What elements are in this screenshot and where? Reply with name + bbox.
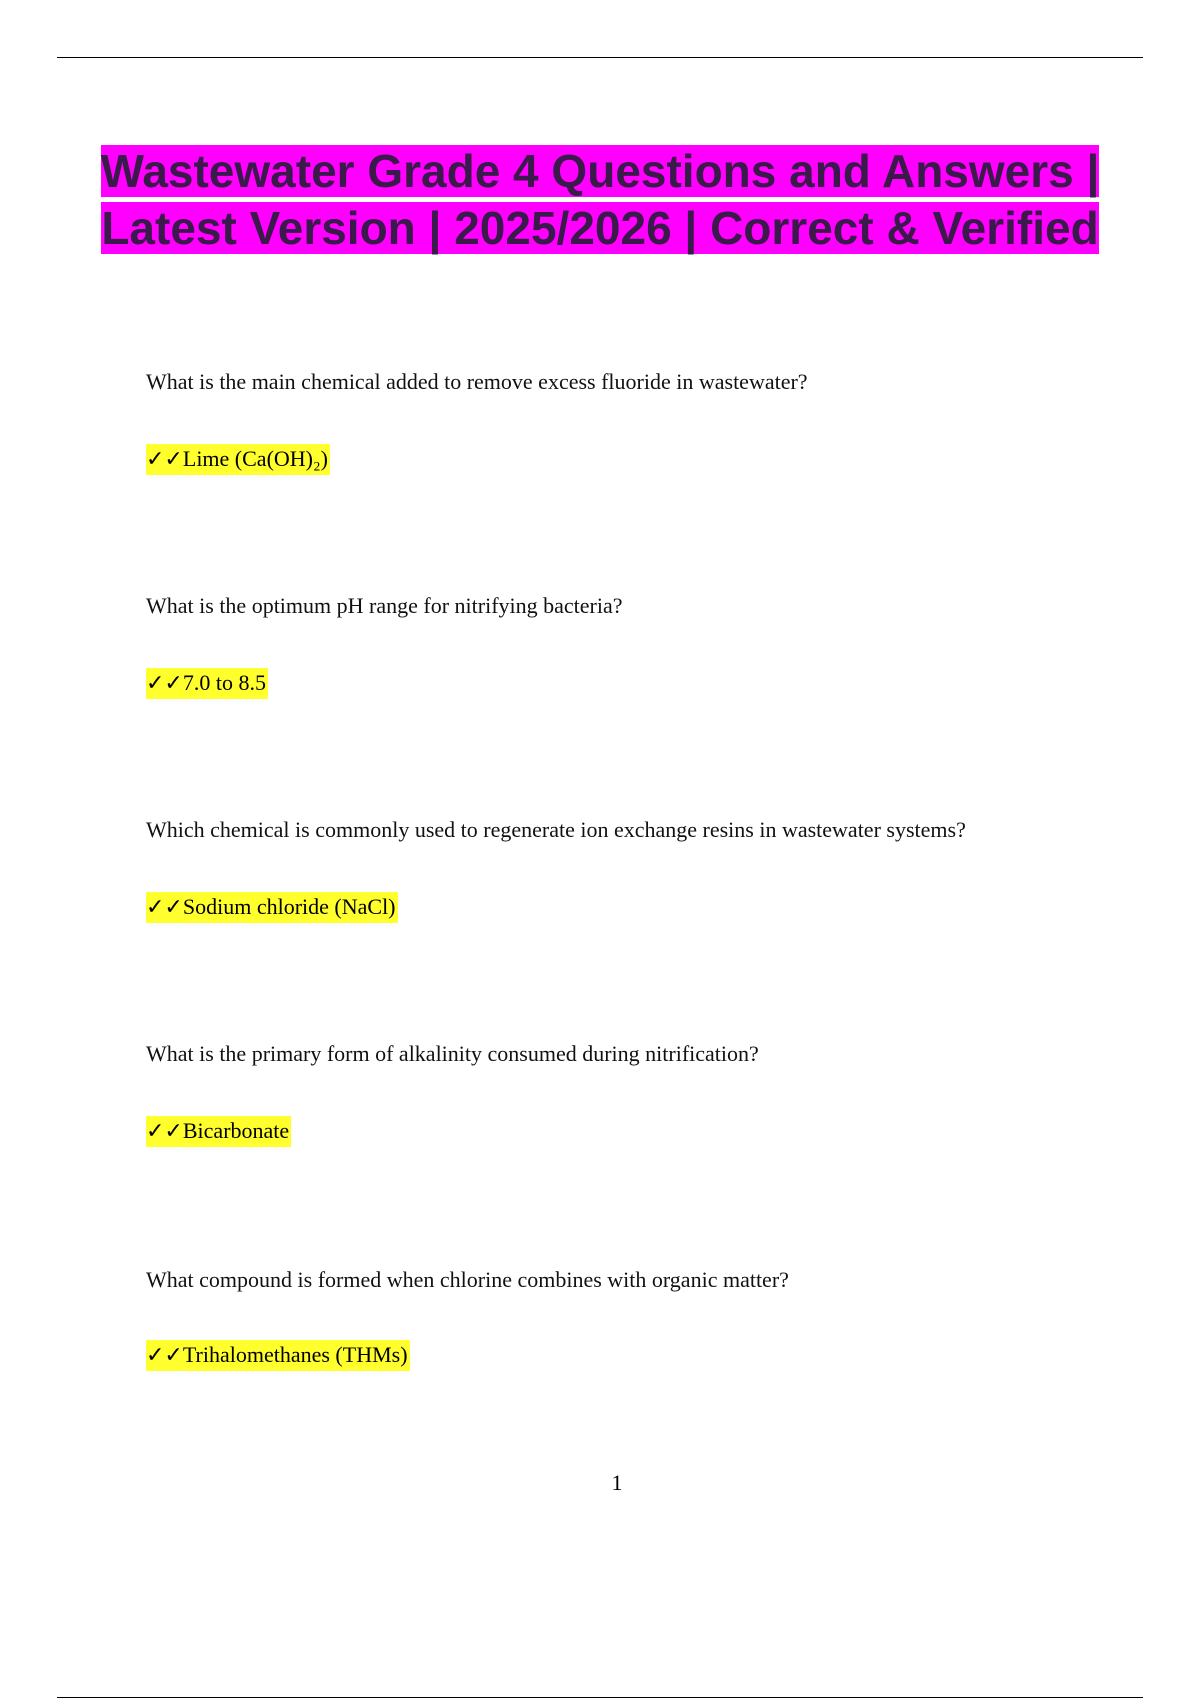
answer-text: 7.0 to 8.5	[182, 670, 266, 695]
qa-item	[146, 368, 1146, 472]
double-check-icon: ✓✓	[146, 1119, 183, 1144]
document-title	[100, 143, 1100, 257]
answer-highlight	[146, 1116, 291, 1147]
page-number: 1	[611, 1470, 623, 1495]
qa-item	[146, 592, 1146, 696]
qa-item	[146, 1040, 1146, 1144]
answer-highlight	[146, 1340, 410, 1371]
double-check-icon: ✓✓	[146, 447, 183, 472]
answer-highlight	[146, 668, 268, 699]
double-check-icon: ✓✓	[146, 671, 183, 696]
question-text: What is the main chemical added to remove excess fluoride in wastewater?	[146, 369, 808, 394]
question-text: Which chemical is commonly used to regenerate ion exchange resins in wastewater systems?	[146, 817, 966, 842]
bottom-rule	[57, 1697, 1143, 1698]
qa-item	[146, 816, 1146, 920]
double-check-icon: ✓✓	[146, 1343, 183, 1368]
answer-highlight	[146, 444, 330, 475]
double-check-icon: ✓✓	[146, 895, 183, 920]
qa-item	[146, 1266, 1146, 1368]
answer-text: Bicarbonate	[182, 1118, 290, 1143]
question-text: What is the primary form of alkalinity consumed during nitrification?	[146, 1041, 759, 1066]
title-text: Wastewater Grade 4 Questions and Answers | Latest Version | 2025/2026 | Correct & Verified	[100, 145, 1100, 254]
answer-text: Sodium chloride (NaCl)	[182, 894, 396, 919]
answer-highlight	[146, 892, 398, 923]
question-text: What is the optimum pH range for nitrifying bacteria?	[146, 593, 623, 618]
question-text: What compound is formed when chlorine combines with organic matter?	[146, 1267, 789, 1292]
answer-text: Trihalomethanes (THMs)	[182, 1342, 408, 1367]
answer-text: Lime (Ca(OH)₂)	[182, 446, 328, 471]
top-rule	[57, 57, 1143, 58]
